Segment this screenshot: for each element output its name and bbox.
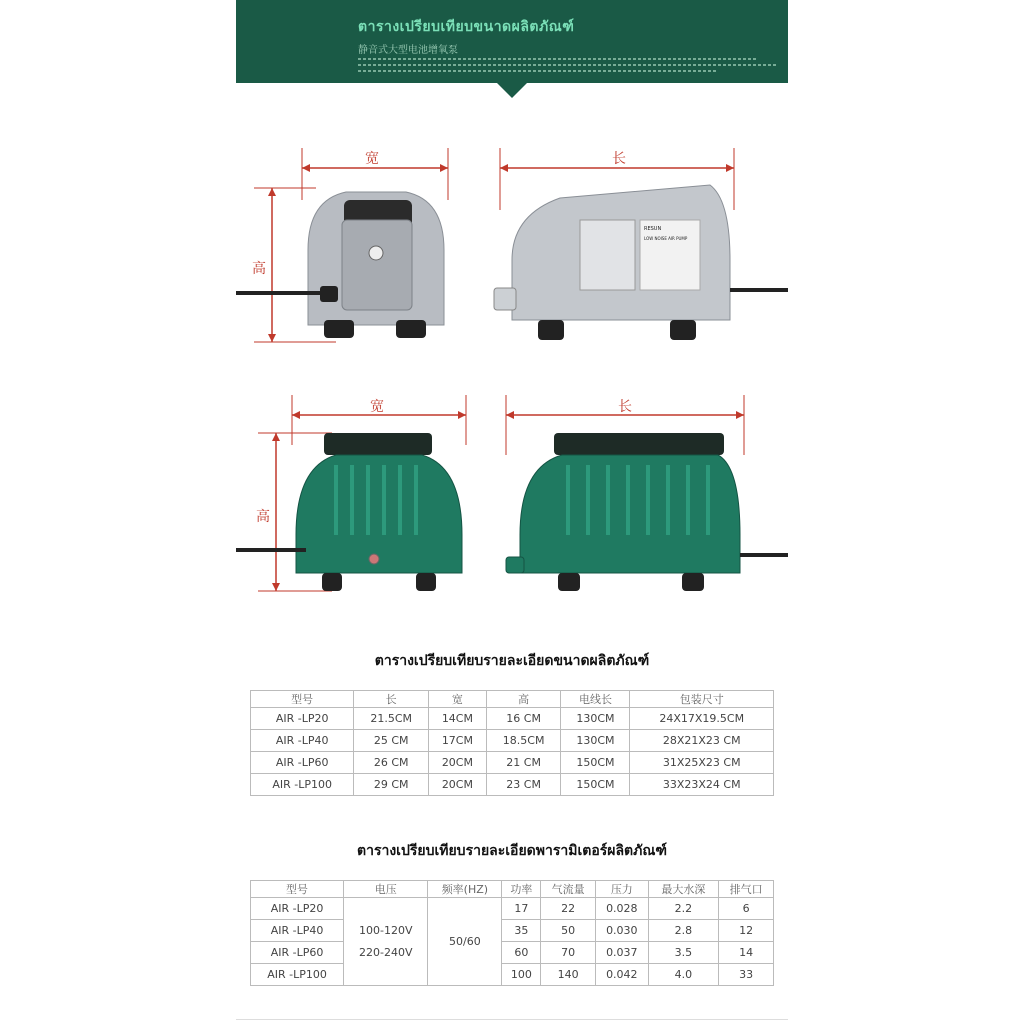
voltage-cell xyxy=(344,898,428,986)
model-cell: AIR -LP20 xyxy=(251,898,344,920)
banner-arrow-icon xyxy=(497,83,527,98)
table-cell: 26 CM xyxy=(354,752,429,774)
table-row xyxy=(251,708,774,730)
table-header-cell: 型号 xyxy=(251,881,344,898)
table-cell: AIR -LP40 xyxy=(251,730,354,752)
table-header-cell: 功率 xyxy=(502,881,541,898)
table-cell: 18.5CM xyxy=(486,730,561,752)
outlet-cell: 14 xyxy=(719,942,774,964)
model-cell: AIR -LP60 xyxy=(251,942,344,964)
table-cell: 130CM xyxy=(561,708,630,730)
table-cell: 150CM xyxy=(561,752,630,774)
table-cell: 16 CM xyxy=(486,708,561,730)
table-header-cell: 高 xyxy=(486,691,561,708)
table-header-cell: 压力 xyxy=(596,881,649,898)
size-table-title: ตารางเปรียบเทียบรายละเอียดขนาดผลิตภัณฑ์ xyxy=(374,653,650,669)
outlet-cell: 33 xyxy=(719,964,774,986)
banner-fine-print xyxy=(358,64,778,66)
table-row xyxy=(251,752,774,774)
table-cell: 23 CM xyxy=(486,774,561,796)
silver-pump-side-diagram xyxy=(490,140,788,355)
param-table xyxy=(250,880,774,986)
table-cell: AIR -LP60 xyxy=(251,752,354,774)
table-header-cell: 频率(HZ) xyxy=(428,881,502,898)
outlet-cell: 12 xyxy=(719,920,774,942)
table-cell: 14CM xyxy=(428,708,486,730)
table-row xyxy=(251,730,774,752)
depth-cell: 3.5 xyxy=(648,942,719,964)
power-cell: 17 xyxy=(502,898,541,920)
height-label: 高 xyxy=(252,261,266,277)
green-pump-side-diagram xyxy=(500,395,788,600)
depth-cell: 2.8 xyxy=(648,920,719,942)
depth-cell: 2.2 xyxy=(648,898,719,920)
pump-brand-text: RESUN xyxy=(644,226,662,232)
header-banner xyxy=(236,0,788,83)
table-row xyxy=(251,898,774,920)
table-cell: 17CM xyxy=(428,730,486,752)
width-label: 宽 xyxy=(365,151,379,167)
table-cell: 21 CM xyxy=(486,752,561,774)
power-cell: 35 xyxy=(502,920,541,942)
outlet-cell: 6 xyxy=(719,898,774,920)
table-cell: 28X21X23 CM xyxy=(630,730,774,752)
param-table-title: ตารางเปรียบเทียบรายละเอียดพารามิเตอร์ผลิตภัณฑ์ xyxy=(357,843,667,859)
airflow-cell: 70 xyxy=(541,942,596,964)
banner-fine-print xyxy=(358,58,758,60)
table-cell: 29 CM xyxy=(354,774,429,796)
table-cell: 130CM xyxy=(561,730,630,752)
table-cell: AIR -LP20 xyxy=(251,708,354,730)
voltage-value: 100-120V xyxy=(358,923,413,937)
table-cell: AIR -LP100 xyxy=(251,774,354,796)
airflow-cell: 22 xyxy=(541,898,596,920)
power-cell: 100 xyxy=(502,964,541,986)
length-label: 长 xyxy=(612,151,626,167)
table-cell: 20CM xyxy=(428,752,486,774)
table-row xyxy=(251,774,774,796)
depth-cell: 4.0 xyxy=(648,964,719,986)
model-cell: AIR -LP40 xyxy=(251,920,344,942)
table-header-cell: 长 xyxy=(354,691,429,708)
airflow-cell: 140 xyxy=(541,964,596,986)
pressure-cell: 0.042 xyxy=(596,964,649,986)
green-pump-front-diagram xyxy=(236,395,476,600)
voltage-value: 220-240V xyxy=(358,945,413,959)
power-cell: 60 xyxy=(502,942,541,964)
divider xyxy=(236,1019,788,1020)
table-header-cell: 气流量 xyxy=(541,881,596,898)
frequency-cell: 50/60 xyxy=(428,898,502,986)
table-header-cell: 最大水深 xyxy=(648,881,719,898)
table-header-cell: 电线长 xyxy=(561,691,630,708)
table-cell: 24X17X19.5CM xyxy=(630,708,774,730)
height-label-green: 高 xyxy=(256,509,270,525)
table-header-cell: 电压 xyxy=(344,881,428,898)
table-row xyxy=(251,964,774,986)
banner-title: ตารางเปรียบเทียบขนาดผลิตภัณฑ์ xyxy=(358,19,575,35)
pressure-cell: 0.030 xyxy=(596,920,649,942)
pump-label-text: LOW NOISE AIR PUMP xyxy=(644,236,688,241)
table-cell: 33X23X24 CM xyxy=(630,774,774,796)
airflow-cell: 50 xyxy=(541,920,596,942)
pressure-cell: 0.037 xyxy=(596,942,649,964)
width-label-green: 宽 xyxy=(370,399,384,415)
size-table-header xyxy=(251,691,774,708)
table-header-cell: 排气口 xyxy=(719,881,774,898)
pressure-cell: 0.028 xyxy=(596,898,649,920)
table-row xyxy=(251,920,774,942)
model-cell: AIR -LP100 xyxy=(251,964,344,986)
table-cell: 25 CM xyxy=(354,730,429,752)
table-header-cell: 型号 xyxy=(251,691,354,708)
banner-subtitle: 静音式大型电池增氧泵 xyxy=(358,45,458,56)
table-header-cell: 包装尺寸 xyxy=(630,691,774,708)
table-header-cell: 宽 xyxy=(428,691,486,708)
param-table-header xyxy=(251,881,774,898)
table-cell: 150CM xyxy=(561,774,630,796)
length-label-green: 长 xyxy=(618,399,632,415)
silver-pump-front-diagram xyxy=(236,140,476,355)
table-cell: 31X25X23 CM xyxy=(630,752,774,774)
table-cell: 20CM xyxy=(428,774,486,796)
banner-fine-print xyxy=(358,70,718,72)
size-table xyxy=(250,690,774,796)
table-cell: 21.5CM xyxy=(354,708,429,730)
table-row xyxy=(251,942,774,964)
